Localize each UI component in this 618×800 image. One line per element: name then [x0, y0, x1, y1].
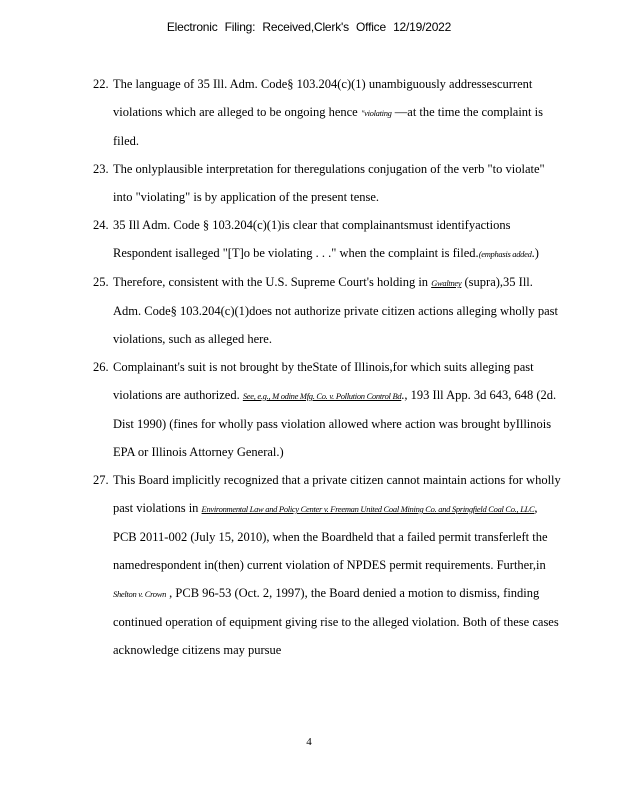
numbered-paragraph [93, 70, 563, 155]
citation-text: Environmental Law and Policy Center v. Freeman United Coal Mining Co. and Springfield Coal Co., LLC [201, 504, 535, 514]
paragraph-number: 22. [93, 77, 109, 91]
paragraph-number: 24. [93, 218, 109, 232]
text-run: , PCB 96-53 (Oct. 2, 1997), the Board denied a motion to dismiss, finding continued operation of equipment giving rise to the alleged violation. Both of these cases acknowledge citizens may pursue [113, 586, 559, 657]
citation-text: (emphasis added [478, 249, 532, 259]
text-run: This Board implicitly recognized that a private citizen cannot maintain actions for wholly past violations in [113, 473, 561, 515]
paragraph-text [113, 268, 563, 353]
text-run: —at the time the complaint is filed. [113, 105, 543, 148]
numbered-paragraph [93, 268, 563, 353]
paragraph-text [113, 353, 563, 466]
numbered-paragraph [93, 466, 563, 664]
citation-text: Gwaltney [431, 278, 462, 288]
numbered-paragraph [93, 353, 563, 466]
citation-text: Shelton v. Crown [113, 589, 167, 599]
filing-header: Electronic Filing: Received,Clerk's Office 12/19/2022 [166, 20, 452, 34]
text-run: 35 Ill Adm. Code § 103.204(c)(1)is clear that complainantsmust identifyactions Respondent isalleged "[T]o be violating . . ." when the complaint is filed. [113, 218, 511, 260]
paragraph-number: 26. [93, 360, 109, 374]
paragraph-text [113, 466, 563, 664]
page-number: 4 [306, 736, 312, 748]
text-run: Complainant's suit is not brought by theState of Illinois,for which suits alleging past violations are authorized. [113, 360, 534, 402]
document-body [93, 70, 563, 664]
text-run: (supra),35 Ill. Adm. Code§ 103.204(c)(1)does not authorize private citizen actions alleging wholly past violations, such as alleged here. [113, 275, 559, 346]
text-run: .) [531, 246, 539, 260]
text-run: The language of 35 Ill. Adm. Code§ 103.204(c)(1) unambiguously addressescurrent violations which are alleged to be ongoing hence [113, 77, 533, 119]
numbered-paragraph [93, 155, 563, 211]
text-run: ., 193 Ill App. 3d 643, 648 (2d. Dist 1990) (fines for wholly pass violation allowed where action was brought byIllinois EPA or Illinois Attorney General.) [113, 388, 557, 459]
numbered-paragraph [93, 211, 563, 268]
text-run: The onlyplausible interpretation for theregulations conjugation of the verb "to violate" into "violating" is by application of the present tense. [113, 162, 545, 204]
paragraph-number: 25. [93, 275, 109, 289]
paragraph-text [113, 155, 563, 211]
citation-text: See, e.g., M odine Mfg. Co. v. Pollution Control Bd [242, 391, 402, 401]
paragraph-number: 27. [93, 473, 109, 487]
paragraph-text [113, 70, 563, 155]
citation-text: "violating [360, 108, 392, 118]
text-run: Therefore, consistent with the U.S. Supreme Court's holding in [113, 275, 432, 289]
paragraph-text [113, 211, 563, 268]
paragraph-number: 23. [93, 162, 109, 176]
text-run: , PCB 2011-002 (July 15, 2010), when the Boardheld that a failed permit transferleft the namedrespondent in(then) current violation of NPDES permit requirements. Further,in [113, 501, 548, 572]
